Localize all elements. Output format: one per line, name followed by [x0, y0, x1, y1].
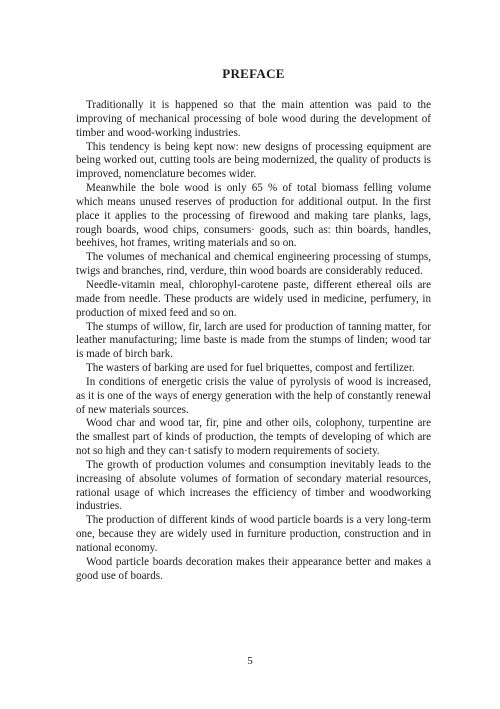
paragraph-11: The production of different kinds of wood particle boards is a very long-term one, because they are widely used in furniture production, construction and in national economy.: [76, 514, 431, 554]
preface-body: [76, 99, 431, 584]
paragraph-12: Wood particle boards decoration makes their appearance better and makes a good use of boards.: [76, 555, 431, 582]
paragraph-1: Traditionally it is happened so that the main attention was paid to the improving of mechanical processing of bole wood during the development of timber and wood-working industries.: [76, 99, 431, 139]
page-number: 5: [247, 655, 253, 667]
paragraph-10: The growth of production volumes and consumption inevitably leads to the increasing of absolute volumes of formation of secondary material resources, rational usage of which increases the efficiency of timber and woodworking industries.: [76, 458, 431, 513]
paragraph-6: The stumps of willow, fir, larch are used for production of tanning matter, for leather manufacturing; lime baste is made from the stumps of linden; wood tar is made of birch bark.: [76, 320, 431, 361]
paragraph-4: The volumes of mechanical and chemical engineering processing of stumps, twigs and branches, rind, verdure, thin wood boards are considerably reduced.: [76, 251, 431, 278]
paragraph-7: The wasters of barking are used for fuel briquettes, compost and fertilizer.: [86, 362, 415, 375]
document-page: [76, 66, 431, 584]
paragraph-9: Wood char and wood tar, fir, pine and other oils, colophony, turpentine are the smallest part of kinds of production, the tempts of developing of which are not so high and they can·t satisfy to modern requirements of society.: [76, 417, 431, 458]
paragraph-5: Needle-vitamin meal, chlorophyl-carotene paste, different ethereal oils are made from needle. These products are widely used in medicine, perfumery, in production of mixed feed and so on.: [76, 278, 431, 319]
page-title: PREFACE: [222, 66, 285, 81]
paragraph-8: In conditions of energetic crisis the value of pyrolysis of wood is increased, as it is one of the ways of energy generation with the help of constantly renewal of new materials sources.: [76, 375, 431, 416]
paragraph-2: This tendency is being kept now: new designs of processing equipment are being worked out, cutting tools are being modernized, the quality of products is improved, nomenclature becomes wider.: [76, 140, 431, 181]
paragraph-3: Meanwhile the bole wood is only 65 % of total biomass felling volume which means unused reserves of production for additional output. In the first place it applies to the processing of firewood and making tare planks, lags, rough boards, wood chips, consumers· goods, such as: thin boards, handles, beehives, hot frames, writing materials and so on.: [76, 182, 431, 250]
